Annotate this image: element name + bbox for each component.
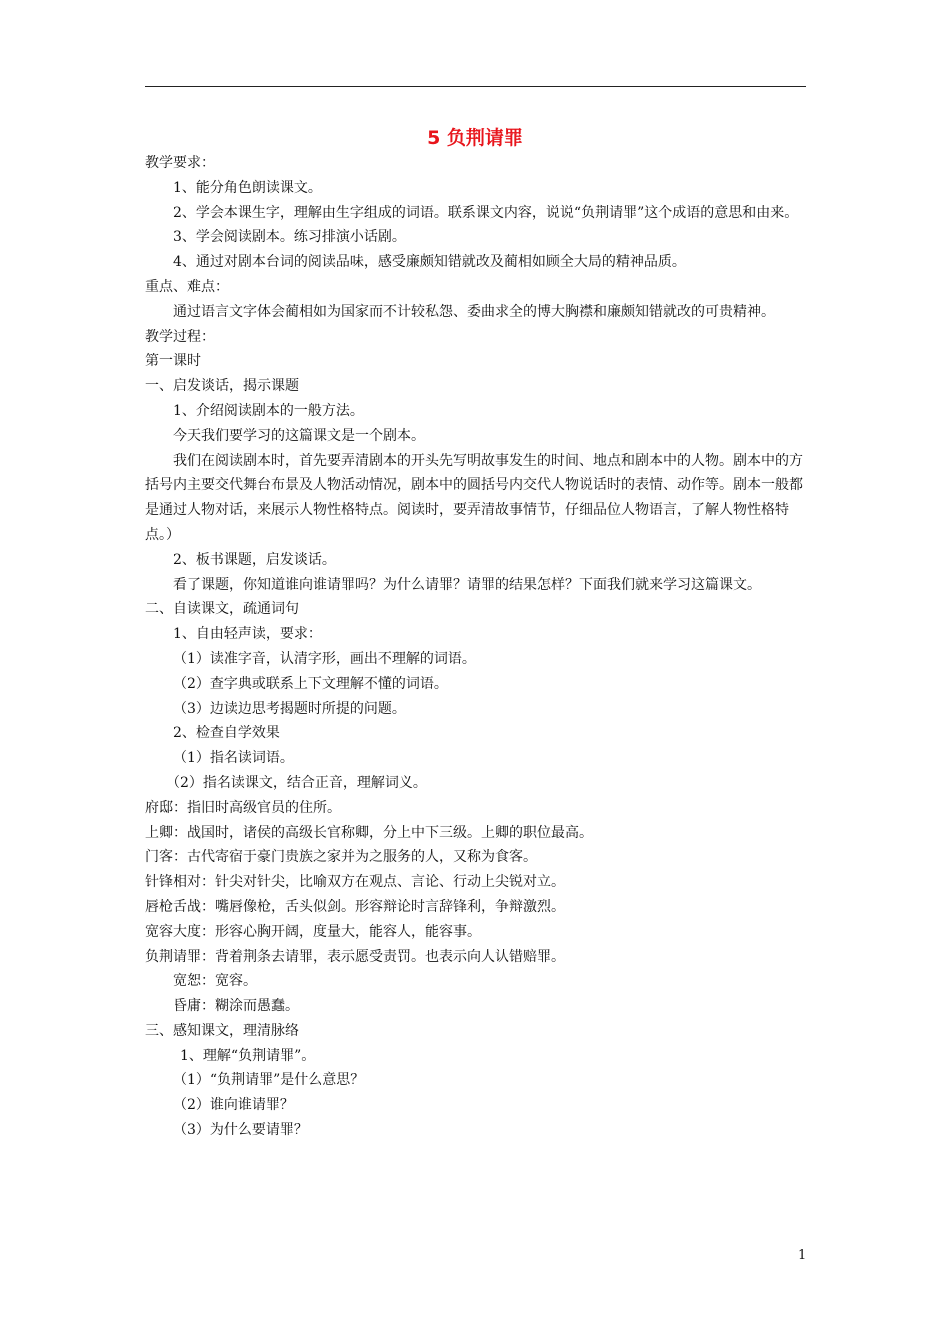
list-item: 1、能分角色朗读课文。 bbox=[173, 179, 322, 196]
term-definition: 唇枪舌战：嘴唇像枪，舌头似剑。形容辩论时言辞锋利，争辩激烈。 bbox=[145, 898, 565, 915]
list-item: （2）查字典或联系上下文理解不懂的词语。 bbox=[173, 675, 448, 692]
list-item: （1）指名读词语。 bbox=[173, 750, 294, 767]
paragraph: 今天我们要学习的这篇课文是一个剧本。 bbox=[173, 427, 425, 444]
list-item: 1、自由轻声读，要求： bbox=[173, 626, 322, 643]
list-item: （1）读准字音，认清字形，画出不理解的词语。 bbox=[173, 650, 476, 667]
document-body bbox=[145, 151, 808, 1143]
list-item: 4、通过对剧本台词的阅读品味，感受廉颇知错就改及蔺相如顾全大局的精神品质。 bbox=[173, 254, 686, 271]
list-item: 1、介绍阅读剧本的一般方法。 bbox=[173, 402, 364, 419]
term-definition: 宽容大度：形容心胸开阔，度量大，能容人，能容事。 bbox=[145, 923, 481, 940]
term-definition: 上卿：战国时，诸侯的高级长官称卿，分上中下三级。上卿的职位最高。 bbox=[145, 824, 593, 841]
paragraph: 看了课题，你知道谁向谁请罪吗？为什么请罪？请罪的结果怎样？下面我们就来学习这篇课文。 bbox=[173, 576, 761, 593]
paragraph: 通过语言文字体会蔺相如为国家而不计较私怨、委曲求全的博大胸襟和廉颇知错就改的可贵精神。 bbox=[173, 303, 775, 320]
list-item: （2）谁向谁请罪？ bbox=[173, 1097, 294, 1114]
term-definition: 负荆请罪：背着荆条去请罪，表示愿受责罚。也表示向人认错赔罪。 bbox=[145, 948, 565, 965]
list-item: 1、理解“负荆请罪”。 bbox=[180, 1047, 316, 1064]
section-heading: 一、启发谈话，揭示课题 bbox=[145, 378, 299, 395]
list-item: 2、学会本课生字，理解由生字组成的词语。联系课文内容，说说“负荆请罪”这个成语的意思和由来。 bbox=[173, 204, 799, 221]
list-item: 3、学会阅读剧本。练习排演小话剧。 bbox=[173, 229, 406, 246]
list-item: 2、板书课题，启发谈话。 bbox=[173, 551, 336, 568]
page-number: 1 bbox=[798, 1248, 807, 1263]
section-heading: 重点、难点： bbox=[145, 278, 229, 295]
list-item: 2、检查自学效果 bbox=[173, 725, 280, 742]
document-title: 5 负荆请罪 bbox=[427, 127, 523, 149]
header-rule bbox=[145, 86, 806, 87]
list-item: （3）为什么要请罪？ bbox=[173, 1122, 308, 1139]
term-definition: 昏庸：糊涂而愚蠢。 bbox=[173, 998, 299, 1015]
list-item: （3）边读边思考揭题时所提的问题。 bbox=[173, 700, 406, 717]
list-item: （2）指名读课文，结合正音，理解词义。 bbox=[166, 774, 427, 791]
term-definition: 府邸：指旧时高级官员的住所。 bbox=[145, 799, 341, 816]
section-heading: 教学过程： bbox=[145, 328, 215, 345]
term-definition: 针锋相对：针尖对针尖，比喻双方在观点、言论、行动上尖锐对立。 bbox=[145, 874, 565, 891]
section-heading: 教学要求： bbox=[145, 155, 215, 171]
term-definition: 宽恕：宽容。 bbox=[173, 973, 257, 990]
section-heading: 第一课时 bbox=[145, 353, 201, 370]
section-heading: 三、感知课文，理清脉络 bbox=[145, 1022, 299, 1039]
section-heading: 二、自读课文，疏通词句 bbox=[145, 601, 299, 618]
list-item: （1）“负荆请罪”是什么意思？ bbox=[173, 1072, 365, 1089]
term-definition: 门客：古代寄宿于豪门贵族之家并为之服务的人，又称为食客。 bbox=[145, 849, 537, 866]
paragraph: 我们在阅读剧本时，首先要弄清剧本的开头先写明故事发生的时间、地点和剧本中的人物。剧本中的方括号内主要交代舞台布景及人物活动情况，剧本中的圆括号内交代人物说话时的表情、动作等。剧本一般都是通过人物对话，来展示人物性格特点。阅读时，要弄清故事情节，仔细品位人物语言，了解人物性格特点。） bbox=[145, 452, 803, 543]
